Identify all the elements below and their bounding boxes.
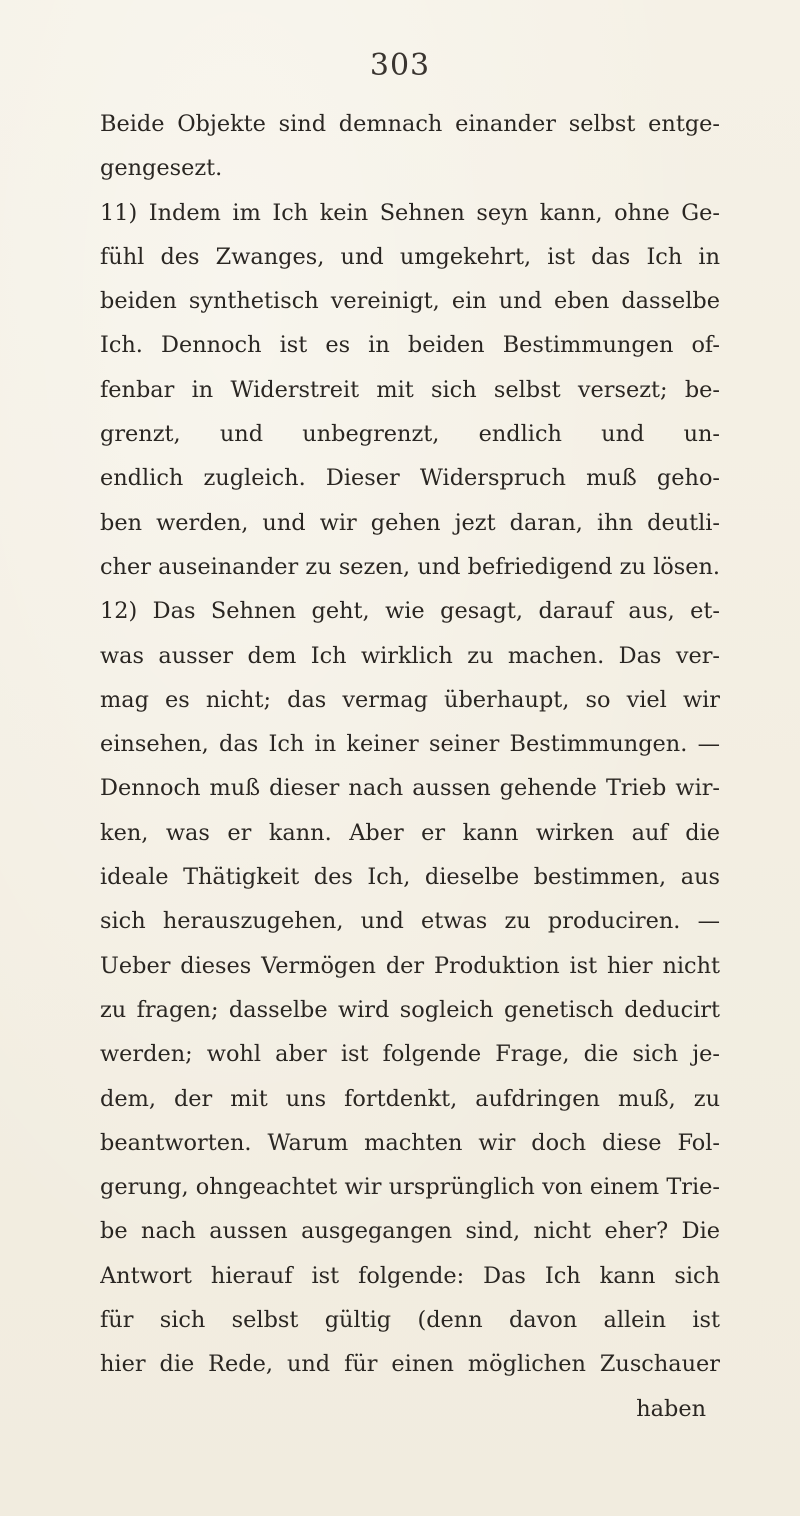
text-line: mag es nicht; das vermag überhaupt, so viel wir: [100, 686, 720, 713]
text-line: be nach aussen ausgegangen sind, nicht eher? Die: [100, 1218, 720, 1245]
text-line: für sich selbst gültig (denn davon allein ist: [100, 1307, 720, 1334]
text-line: Antwort hierauf ist folgende: Das Ich kann sich: [100, 1262, 720, 1289]
text-line: beiden synthetisch vereinigt, ein und eben dasselbe: [100, 288, 720, 315]
body-text: [100, 102, 720, 1431]
text-line: fühl des Zwanges, und umgekehrt, ist das Ich in: [100, 243, 720, 270]
text-line: werden; wohl aber ist folgende Frage, die sich je-: [100, 1041, 720, 1068]
text-line: 11) Indem im Ich kein Sehnen seyn kann, ohne Ge-: [100, 199, 720, 226]
text-line: gerung, ohngeachtet wir ursprünglich von einem Trie-: [100, 1174, 720, 1201]
text-line: endlich zugleich. Dieser Widerspruch muß geho-: [100, 465, 720, 492]
text-line: beantworten. Warum machten wir doch diese Fol-: [100, 1129, 720, 1156]
text-line: ideale Thätigkeit des Ich, dieselbe bestimmen, aus: [100, 864, 720, 891]
text-line: Ueber dieses Vermögen der Produktion ist hier nicht: [100, 952, 720, 979]
text-line: hier die Rede, und für einen möglichen Zuschauer: [100, 1351, 720, 1378]
text-line: Beide Objekte sind demnach einander selbst entge-: [100, 111, 720, 137]
text-line: dem, der mit uns fortdenkt, aufdringen muß, zu: [100, 1085, 720, 1112]
text-line: cher auseinander zu sezen, und befriedigend zu lösen.: [100, 553, 720, 580]
text-line: 12) Das Sehnen geht, wie gesagt, darauf aus, et-: [100, 598, 720, 625]
text-line: Dennoch muß dieser nach aussen gehende Trieb wir-: [100, 775, 720, 802]
text-line: grenzt, und unbegrenzt, endlich und un-: [100, 421, 720, 448]
text-line: zu fragen; dasselbe wird sogleich genetisch deducirt: [100, 996, 720, 1023]
text-line: ken, was er kann. Aber er kann wirken auf die: [100, 819, 720, 846]
text-line: sich herauszugehen, und etwas zu produciren. —: [100, 908, 720, 935]
page-number: 303: [369, 48, 431, 83]
catchword: haben: [636, 1395, 706, 1422]
text-line: fenbar in Widerstreit mit sich selbst versezt; be-: [100, 376, 720, 403]
text-line: gengesezt.: [100, 155, 223, 182]
text-line: ben werden, und wir gehen jezt daran, ihn deutli-: [100, 509, 720, 536]
text-line: einsehen, das Ich in keiner seiner Bestimmungen. —: [100, 731, 720, 758]
text-line: was ausser dem Ich wirklich zu machen. Das ver-: [100, 642, 720, 669]
text-line: Ich. Dennoch ist es in beiden Bestimmungen of-: [100, 332, 720, 359]
